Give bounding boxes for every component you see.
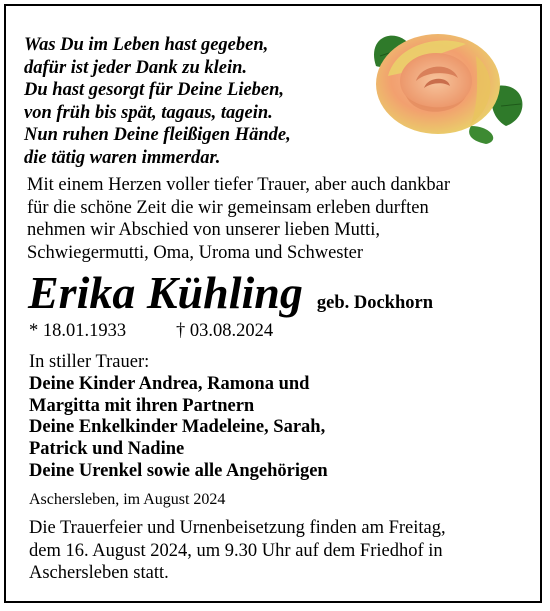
intro-line: nehmen wir Abschied von unserer lieben Mutti, (27, 220, 380, 240)
mourners-line: Patrick und Nadine (29, 439, 185, 460)
mourners-heading: In stiller Trauer: (29, 352, 150, 372)
poem-line: die tätig waren immerdar. (24, 147, 221, 168)
life-dates (29, 321, 274, 342)
poem-line: Du hast gesorgt für Deine Lieben, (24, 80, 285, 100)
place-date: Aschersleben, im August 2024 (29, 491, 226, 508)
mourners-line: Deine Enkelkinder Madeleine, Sarah, (29, 417, 326, 438)
intro-line: Mit einem Herzen voller tiefer Trauer, aber auch dankbar (27, 175, 451, 195)
mourners-line: Deine Kinder Andrea, Ramona und (29, 373, 310, 394)
service-line: Aschersleben statt. (29, 563, 169, 583)
intro-text (27, 174, 527, 264)
poem-line: dafür ist jeder Dank zu klein. (24, 57, 248, 78)
intro-line: Schwiegermutti, Oma, Uroma und Schwester (27, 242, 364, 263)
mourners-block (29, 352, 328, 483)
mourners-line: Margitta mit ihren Partnern (29, 395, 255, 416)
poem (24, 34, 291, 169)
service-info (29, 517, 446, 585)
poem-line: Was Du im Leben hast gegeben, (24, 35, 269, 55)
birth-date: * 18.01.1933 (29, 321, 127, 341)
maiden-name: geb. Dockhorn (316, 293, 434, 313)
mourners-line: Deine Urenkel sowie alle Angehörigen (29, 460, 328, 481)
deceased-name-row (28, 268, 433, 318)
service-line: dem 16. August 2024, um 9.30 Uhr auf dem Friedhof in (29, 540, 443, 561)
service-line: Die Trauerfeier und Urnenbeisetzung finden am Freitag, (29, 518, 446, 538)
deceased-name: Erika Kühling (28, 267, 303, 318)
intro-line: für die schöne Zeit die wir gemeinsam erleben durften (27, 197, 429, 218)
death-date: † 03.08.2024 (176, 321, 274, 341)
rose-icon (366, 26, 532, 144)
poem-line: Nun ruhen Deine fleißigen Hände, (24, 125, 291, 145)
poem-line: von früh bis spät, tagaus, tagein. (24, 102, 273, 123)
